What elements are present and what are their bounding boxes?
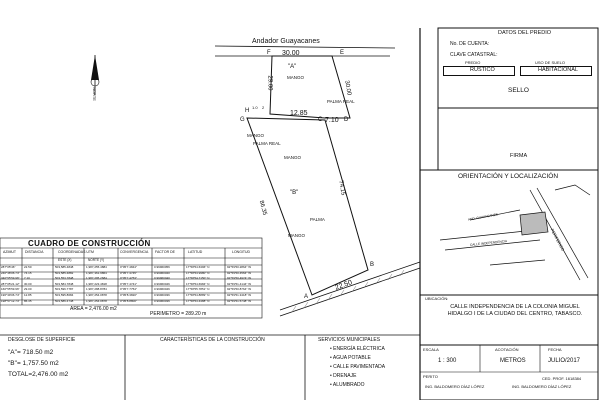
tree-mango-d: MANGO (288, 233, 306, 238)
table-cell: 1,987,255.4884 (86, 265, 107, 269)
servicio-item: • DRENAJE (330, 373, 357, 379)
table-perimeter: PERIMETRO = 289.20 m (150, 311, 207, 317)
table-cell: 0°05'7.4745" (120, 270, 138, 275)
vertex-f: F (267, 50, 271, 56)
total-area: TOTAL=2,476.00 m2 (8, 371, 69, 378)
table-cell: 198°57'12.74" (1, 298, 20, 303)
desglose-title: DESGLOSE DE SUPERFICIE (8, 337, 76, 343)
ubicacion-label: UBICACIÓN: (425, 296, 449, 301)
col-latitud: LATITUD (188, 250, 203, 254)
subcol-norte: NORTE (Y) (88, 258, 105, 262)
col-azimut: AZIMUT (3, 250, 17, 254)
sello-title: SELLO (508, 87, 529, 94)
table-cell: 17°58'54.7150" N (186, 276, 210, 281)
tree-mango-a: MANGO (287, 75, 305, 80)
table-cell: 17°58'54.6396" N (186, 265, 210, 269)
table-cell: 503,586.4748 (55, 298, 74, 303)
perito-name-b: ING. BALDOMERO DÍAZ LÓPEZ (512, 384, 572, 389)
table-cell: 0°05'7.4741" (120, 281, 138, 286)
street-b-label: CALLE INDEPENDENCIA (469, 239, 508, 247)
table-cell: 92°59'50.4564" W (227, 270, 252, 275)
lot-a-outline (270, 56, 350, 118)
predio-label: PREDIO (465, 60, 481, 65)
table-cell: 0.99960036 (154, 293, 170, 297)
table-cell: 92°59'51.3418" W (227, 293, 252, 297)
servicios-title: SERVICIOS MUNICIPALES (318, 337, 381, 343)
table-cell: 160°55'59.96" (1, 287, 20, 292)
table-cell: 503,596.7787 (55, 287, 74, 292)
table-cell: 1,987,361.9864 (86, 270, 107, 275)
cuenta-label: No. DE CUENTA: (450, 41, 490, 47)
table-title: CUADRO DE CONSTRUCCIÓN (28, 239, 151, 248)
table-cell: 17°58'54.6984" N (186, 281, 210, 286)
col-distancia: DISTANCIA (25, 250, 44, 254)
table-cell: 240°38'06.74" (1, 270, 20, 275)
dim-tiny-a: 1.0 (252, 105, 258, 110)
cedula: CED. PROF. 1618384 (542, 376, 582, 381)
table-cell: 17°58'53.4488" N (186, 298, 210, 303)
table-cell: 7.10 (24, 276, 30, 281)
table-cell: 12.85 (24, 293, 32, 297)
fecha-label: FECHA (548, 347, 562, 352)
acotacion-value: METROS (500, 358, 526, 364)
location-map (440, 185, 590, 280)
table-cell: 1,987,254.0878 (86, 298, 107, 303)
scale-frame (420, 345, 598, 400)
table-cell: 74.15 (24, 270, 32, 275)
vertex-d: D (344, 117, 349, 123)
table-cell: 503,553.7848 (55, 276, 74, 281)
table-cell: 1,987,223.4818 (86, 281, 107, 286)
vertex-h: H (245, 108, 250, 114)
table-cell: 0°05'7.4844" (120, 265, 138, 269)
firma-label: FIRMA (510, 153, 528, 159)
dim-left-a: 29.00 (266, 75, 273, 91)
dim-mid: 12.85 (290, 110, 308, 117)
col-convergencia: CONVERGENCIA (120, 250, 149, 254)
escala-value: 1 : 300 (438, 358, 457, 364)
dim-small: 7.10 (325, 117, 339, 124)
dim-right-a: 30.00 (343, 80, 352, 96)
table-cell: 340°55'59.96" (1, 276, 20, 281)
table-cell: 503,585.4882 (55, 270, 74, 275)
table-cell: 92°59'50.8764" W (227, 287, 252, 292)
table-cell: 0°05'8.8800" (120, 298, 138, 303)
ubicacion-text: CALLE INDEPENDENCIA DE LA COLONIA MIGUEL HIDALGO I DE LA CIUDAD DEL CENTRO, TABASCO. (447, 304, 583, 317)
bottom-road-hatch (292, 270, 404, 312)
table-cell: 92°59'51.5748" W (227, 298, 252, 303)
dim-top: 30.00 (282, 50, 300, 57)
col-longitud: LONGITUD (232, 250, 251, 254)
table-cell: 0.99960036 (154, 298, 170, 303)
dim-bottom: 22.50 (334, 279, 354, 292)
col-factor: FACTOR DE (155, 250, 175, 254)
table-cell: 17°58'55.7851" N (186, 287, 210, 292)
perito-name-a: ING. BALDOMERO DÍAZ LÓPEZ (425, 384, 485, 389)
table-cell: 22.50 (24, 265, 32, 269)
predio-value: RÚSTICO (470, 67, 495, 73)
table-cell: 0.99960040 (154, 270, 170, 275)
table-cell: 30.00 (24, 281, 32, 286)
street-line (215, 46, 395, 48)
clave-label: CLAVE CATASTRAL: (450, 52, 498, 58)
acotacion-label: ACOTACIÓN (495, 347, 519, 352)
table-cell: 1,987,288.8784 (86, 287, 107, 292)
table-cell: 17°58'54.9980" N (186, 270, 210, 275)
dim-tiny-b: 2 (262, 105, 265, 110)
caracteristicas-title: CARACTERÍSTICAS DE LA CONSTRUCCIÓN (160, 337, 265, 343)
vertex-a: A (304, 294, 309, 300)
street-name: Andador Guayacanes (252, 38, 320, 45)
table-cell: 0.99960046 (154, 281, 170, 286)
escala-label: ESCALA (423, 347, 439, 352)
tree-mango-b: MANGO (247, 133, 265, 138)
street-a-label: AND. GUAYACANES (467, 212, 499, 222)
subcol-este: ESTE (X) (58, 258, 72, 262)
tree-palma: PALMA (310, 217, 325, 222)
vertex-b: B (370, 262, 375, 268)
lot-b-label: "B" (290, 190, 299, 196)
tree-mango-c: MANGO (284, 155, 302, 160)
orientacion-title: ORIENTACIÓN Y LOCALIZACIÓN (458, 173, 559, 180)
perito-label: PERITO (423, 374, 438, 379)
table-cell: 86.35 (24, 298, 32, 303)
tree-palma-real-b: PALMA REAL (253, 141, 281, 146)
table-cell: 0°05'7.4753" (120, 276, 138, 281)
lot-b-area: "B"= 1,757.50 m2 (8, 360, 59, 367)
uso-value: HABITACIONAL (538, 67, 578, 73)
vertex-c: C (318, 117, 323, 123)
table-cell: 92°59'50.4974" W (227, 276, 252, 281)
servicio-item: • AGUA POTABLE (330, 355, 371, 361)
table-cell: 287°05'46" (1, 265, 16, 269)
servicio-item: • CALLE PAVIMENTADA (330, 364, 386, 370)
table-cell: 92°59'50.2864" W (227, 265, 252, 269)
servicio-item: • ENERGÍA ELÉCTRICA (330, 346, 385, 352)
uso-label: USO DE SUELO (535, 60, 566, 65)
table-cell: 0.99960056 (154, 265, 170, 269)
table-cell: 0°05'8.3820" (120, 293, 138, 297)
table-cell: 92°59'51.4144" W (227, 281, 252, 286)
col-utm: COORDENADAS UTM (58, 250, 94, 254)
periferico-label: PERIFERICO (549, 227, 566, 252)
lot-a-area: "A"= 718.50 m2 (8, 349, 54, 356)
fecha-value: JULIO/2017 (548, 358, 581, 364)
table-cell: 196°39'06.74" (1, 293, 20, 297)
servicio-item: • ALUMBRADO (330, 382, 365, 388)
north-label: NORTE (91, 87, 97, 101)
table-cell: 287°05'21.12" (1, 281, 20, 286)
vertex-e: E (340, 50, 345, 56)
vertex-g: G (240, 117, 245, 123)
table-cell: 1,987,295.2684 (86, 276, 107, 281)
table-cell: 17°58'54.8889" N (186, 293, 210, 297)
dim-right-b: 74.15 (337, 180, 346, 196)
table-cell: 0.99960046 (154, 287, 170, 292)
table-cell: 29.00 (24, 287, 32, 292)
sello-frame (438, 108, 598, 170)
table-cell: 0°05'7.7754" (120, 287, 138, 292)
dim-left-b: 86.35 (257, 199, 268, 217)
tree-palma-real-a: PALMA REAL (327, 99, 355, 104)
lot-a-label: "A" (288, 64, 297, 70)
table-cell: 503,585.4848 (55, 265, 74, 269)
table-area: AREA = 2,476.00 m2 (70, 306, 117, 312)
datos-title: DATOS DEL PREDIO (498, 30, 552, 36)
bottom-road-b (280, 268, 420, 316)
table-cell: 503,595.8684 (55, 293, 74, 297)
ubicacion-frame (420, 295, 598, 345)
table-cell: 0.99960040 (154, 276, 170, 281)
table-cell: 503,584.7848 (55, 281, 74, 286)
table-cell: 1,987,254.0878 (86, 293, 107, 297)
